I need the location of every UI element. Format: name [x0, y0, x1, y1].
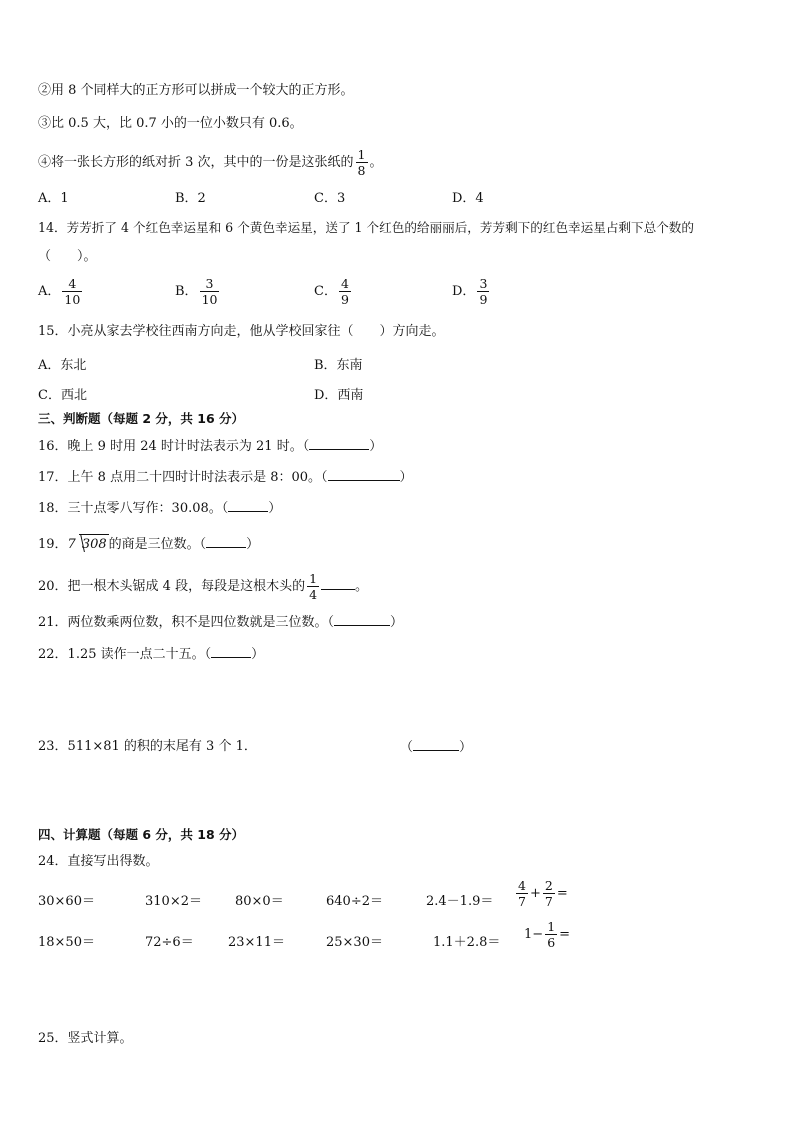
q21-answer-blank[interactable]	[334, 612, 390, 626]
calc-r1-2: 310×2＝	[145, 894, 202, 909]
section-4-title: 四、计算题（每题 6 分，共 18 分）	[38, 827, 245, 842]
q25-title: 25．竖式计算。	[38, 1031, 133, 1046]
q21: 21．两位数乘两位数，积不是四位数就是三位数。（ ）	[38, 612, 403, 633]
section-3-title: 三、判断题（每题 2 分，共 16 分）	[38, 411, 245, 426]
calc-r2-1: 18×50＝	[38, 935, 95, 950]
calc-r2-6: 1− $\frac{1}{6}$ =	[524, 919, 571, 950]
q19-answer-blank[interactable]	[206, 534, 246, 548]
fraction-one-eighth: $\frac{1}{8}$	[357, 147, 366, 178]
calc-r2-3: 23×11＝	[228, 935, 285, 950]
q13-item-2: ②用 8 个同样大的正方形可以拼成一个较大的正方形。	[38, 83, 354, 98]
q23-answer: （ ）	[400, 737, 472, 758]
calc-r1-6: $\frac{4}{7}$ + $\frac{2}{7}$ =	[518, 878, 568, 909]
calc-r2-2: 72÷6＝	[145, 935, 194, 950]
q18-answer-blank[interactable]	[228, 498, 268, 512]
q17: 17．上午 8 点用二十四时计时法表示是 8：00。（ ）	[38, 467, 413, 488]
calc-r1-4: 640÷2＝	[326, 894, 383, 909]
calc-r2-4: 25×30＝	[326, 935, 383, 950]
q13-option-b[interactable]: B．2	[175, 191, 206, 206]
q13-item-3: ③比 0.5 大，比 0.7 小的一位小数只有 0.6。	[38, 116, 303, 131]
q23: 23．511×81 的积的末尾有 3 个 1．	[38, 739, 257, 754]
q18: 18．三十点零八写作：30.08。（ ）	[38, 498, 281, 519]
fraction-one-quarter: $\frac{1}{4}$	[309, 571, 318, 602]
q22-answer-blank[interactable]	[211, 644, 251, 658]
q16: 16．晚上 9 时用 24 时计时法表示为 21 时。（ ）	[38, 436, 382, 457]
q14-option-d[interactable]: D． $\frac{3}{9}$	[452, 276, 488, 307]
q20: 20．把一根木头锯成 4 段，每段是这根木头的 $\frac{1}{4}$ 。	[38, 571, 369, 602]
q15-option-c[interactable]: C．西北	[38, 388, 87, 403]
q14-option-b[interactable]: B． $\frac{3}{10}$	[175, 276, 218, 307]
calc-r1-3: 80×0＝	[235, 894, 284, 909]
q22: 22．1.25 读作一点二十五。（ ）	[38, 644, 264, 665]
q13-item-4-text: ④将一张长方形的纸对折 3 次，其中的一份是这张纸的	[38, 155, 354, 170]
q23-answer-blank[interactable]	[413, 737, 459, 751]
q14-text: 14．芳芳折了 4 个红色幸运星和 6 个黄色幸运星，送了 1 个红色的给丽丽后，芳芳剩下的红色幸运星占剩下总个数的	[38, 220, 694, 235]
calc-r1-1: 30×60＝	[38, 894, 95, 909]
q15-text: 15．小亮从家去学校往西南方向走，他从学校回家往（ ）方向走。	[38, 324, 445, 339]
calc-r2-5: 1.1＋2.8＝	[433, 935, 501, 950]
calc-r1-5: 2.4－1.9＝	[426, 894, 494, 909]
q14-option-c[interactable]: C． $\frac{4}{9}$	[314, 276, 349, 307]
q19: 19．7 308 的商是三位数。（ ）	[38, 534, 259, 555]
q13-item-4: ④将一张长方形的纸对折 3 次，其中的一份是这张纸的 $\frac{1}{8}$ 。	[38, 147, 383, 178]
q15-option-d[interactable]: D．西南	[314, 388, 364, 403]
q13-option-d[interactable]: D．4	[452, 191, 484, 206]
q24-title: 24．直接写出得数。	[38, 854, 159, 869]
q14-paren: （ ）。	[38, 249, 97, 264]
q15-option-b[interactable]: B．东南	[314, 358, 363, 373]
q13-option-a[interactable]: A．1	[38, 191, 69, 206]
q13-option-c[interactable]: C．3	[314, 191, 346, 206]
long-division-symbol: 7 308	[68, 534, 109, 555]
q16-answer-blank[interactable]	[309, 436, 369, 450]
q15-option-a[interactable]: A．东北	[38, 358, 87, 373]
q17-answer-blank[interactable]	[328, 467, 400, 481]
q20-answer-blank[interactable]	[321, 576, 355, 590]
q14-option-a[interactable]: A． $\frac{4}{10}$	[38, 276, 81, 307]
